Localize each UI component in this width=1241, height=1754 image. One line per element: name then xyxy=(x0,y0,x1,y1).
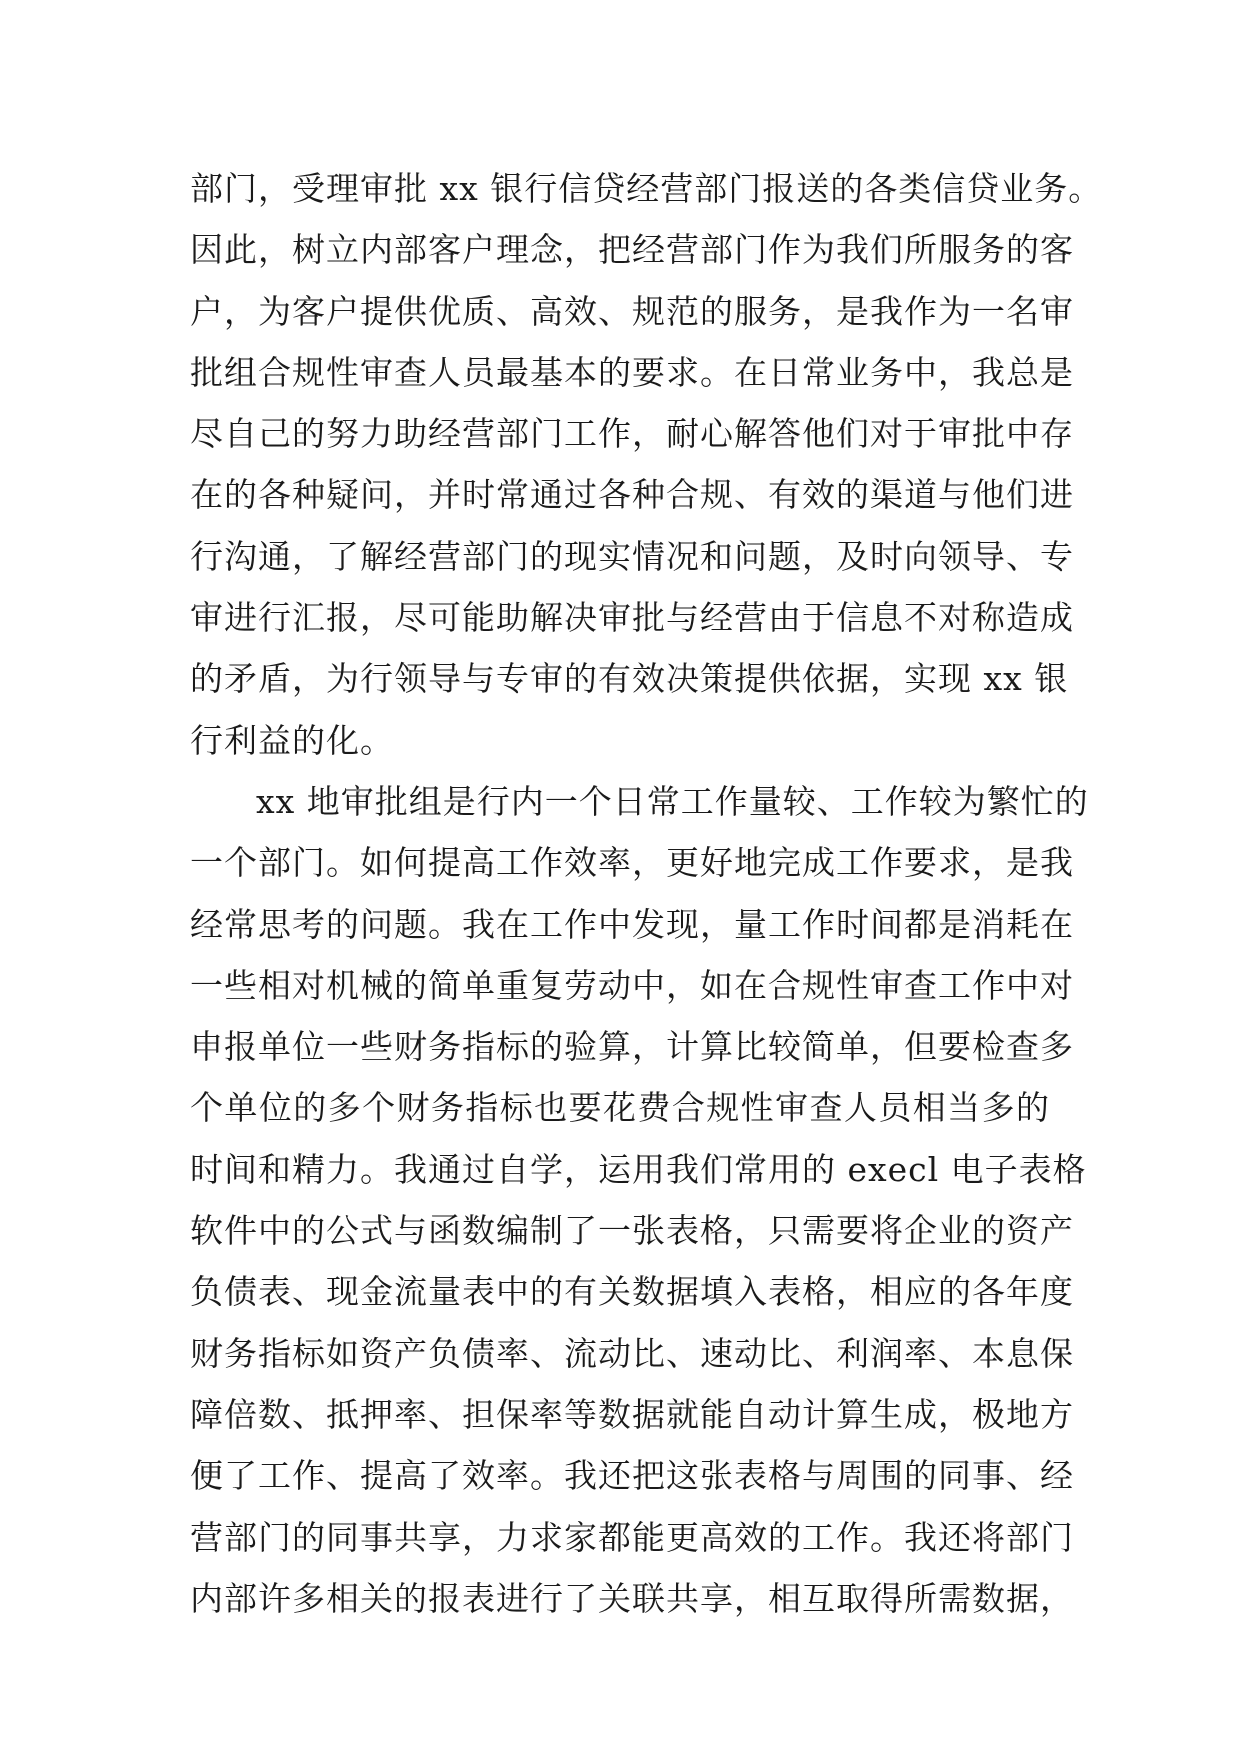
text-line: 负债表、现金流量表中的有关数据填入表格，相应的各年度 xyxy=(190,1272,1074,1312)
text-line: 的矛盾，为行领导与专审的有效决策提供依据，实现 xx 银 xyxy=(190,659,1069,699)
text-line: 一些相对机械的简单重复劳动中，如在合规性审查工作中对 xyxy=(190,965,1074,1005)
text-line: 行利益的化。 xyxy=(190,720,394,760)
text-line: 内部许多相关的报表进行了关联共享，相互取得所需数据， xyxy=(190,1578,1074,1618)
text-line: 审进行汇报，尽可能助解决审批与经营由于信息不对称造成 xyxy=(190,598,1074,638)
body-text xyxy=(190,158,1103,1629)
text-line: xx 地审批组是行内一个日常工作量较、工作较为繁忙的 xyxy=(256,781,1089,821)
text-line: 财务指标如资产负债率、流动比、速动比、利润率、本息保 xyxy=(190,1333,1074,1373)
text-line: 申报单位一些财务指标的验算，计算比较简单，但要检查多 xyxy=(190,1027,1074,1067)
text-line: 行沟通，了解经营部门的现实情况和问题，及时向领导、专 xyxy=(190,536,1074,576)
text-line: 尽自己的努力助经营部门工作，耐心解答他们对于审批中存 xyxy=(190,414,1074,454)
text-line: 时间和精力。我通过自学，运用我们常用的 execl 电子表格 xyxy=(190,1149,1087,1189)
text-line: 部门，受理审批 xx 银行信贷经营部门报送的各类信贷业务。 xyxy=(190,169,1103,208)
text-line: 软件中的公式与函数编制了一张表格，只需要将企业的资产 xyxy=(190,1211,1074,1251)
text-line: 因此，树立内部客户理念，把经营部门作为我们所服务的客 xyxy=(190,230,1074,270)
text-line: 经常思考的问题。我在工作中发现，量工作时间都是消耗在 xyxy=(190,904,1074,944)
text-line: 障倍数、抵押率、担保率等数据就能自动计算生成，极地方 xyxy=(190,1394,1074,1434)
text-line: 批组合规性审查人员最基本的要求。在日常业务中，我总是 xyxy=(190,352,1074,392)
text-line: 营部门的同事共享，力求家都能更高效的工作。我还将部门 xyxy=(190,1517,1074,1557)
text-line: 户，为客户提供优质、高效、规范的服务，是我作为一名审 xyxy=(190,291,1074,331)
text-line: 个单位的多个财务指标也要花费合规性审查人员相当多的 xyxy=(190,1088,1050,1128)
text-line: 便了工作、提高了效率。我还把这张表格与周围的同事、经 xyxy=(190,1456,1074,1496)
text-line: 一个部门。如何提高工作效率，更好地完成工作要求，是我 xyxy=(190,843,1074,883)
text-line: 在的各种疑问，并时常通过各种合规、有效的渠道与他们进 xyxy=(190,475,1074,515)
